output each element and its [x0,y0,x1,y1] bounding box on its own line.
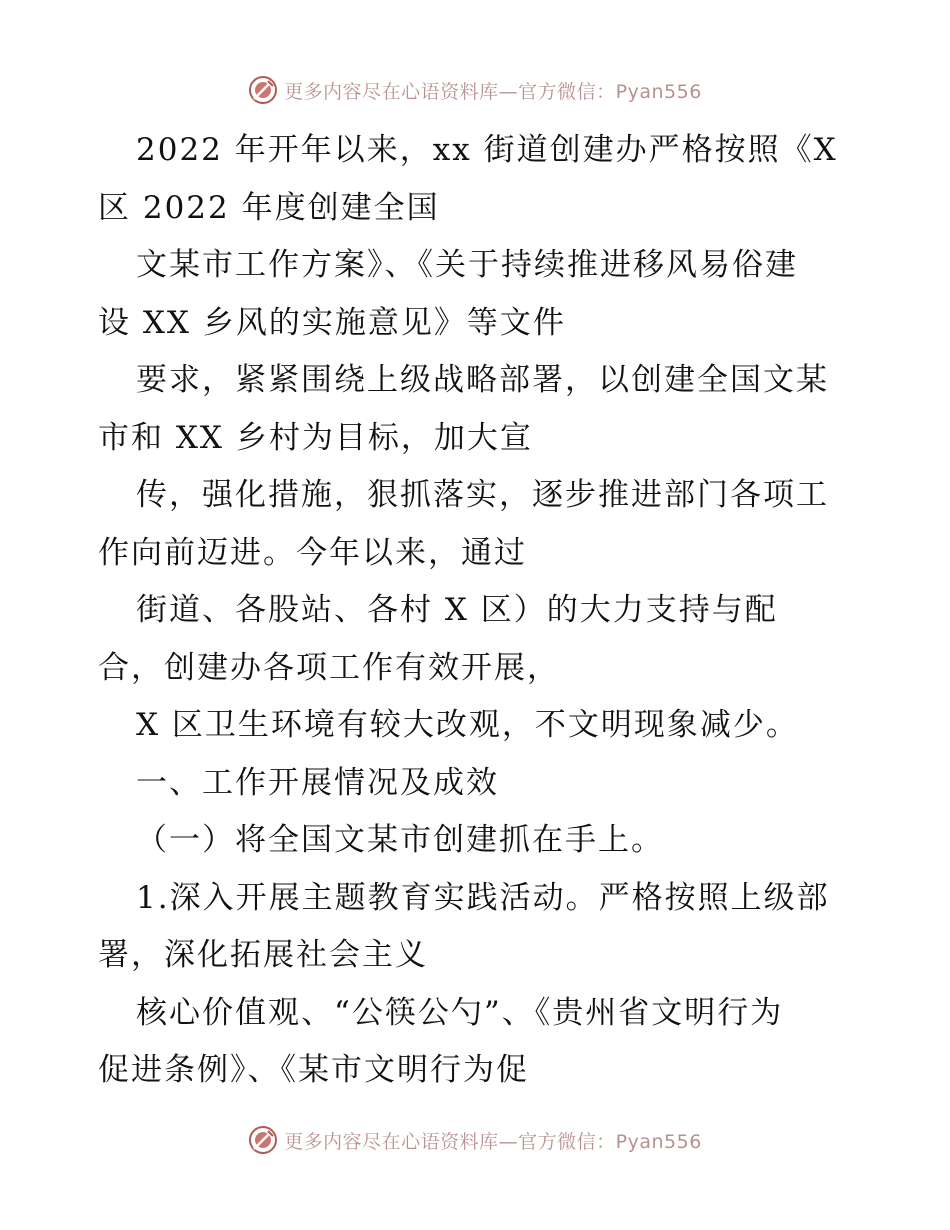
text-line: 一、工作开展情况及成效 [136,764,499,801]
text-line: 街道、各股站、各村 X 区）的大力支持与配 [136,592,778,628]
watermark-text: 更多内容尽在心语资料库—官方微信：Pyan556 [284,80,702,103]
text-line: 传，强化措施，狠抓落实，逐步推进部门各项工 [136,477,829,513]
text-line: 核心价值观、“公筷公勺”、《贵州省文明行为 [136,994,784,1031]
text-line: 促进条例》、《某市文明行为促 [98,1052,529,1088]
document-body [98,122,858,1100]
text-line: X 区卫生环境有较大改观，不文明现象减少。 [136,707,799,743]
text-line: 设 XX 乡风的实施意见》等文件 [98,304,566,341]
text-line: 2022 年开年以来，xx 街道创建办严格按照《X [136,132,838,168]
logo-icon [248,1125,278,1155]
logo-icon [248,75,278,105]
text-line: 要求，紧紧围绕上级战略部署，以创建全国文某 [136,362,829,398]
watermark-text: 更多内容尽在心语资料库—官方微信：Pyan556 [284,1130,702,1153]
text-line: 署，深化拓展社会主义 [98,937,428,973]
text-line: 市和 XX 乡村为目标，加大宣 [98,419,533,456]
footer-watermark [0,1122,950,1158]
text-line: （一）将全国文某市创建抓在手上。 [136,822,664,858]
text-line: 作向前迈进。今年以来，通过 [98,534,527,571]
text-line: 文某市工作方案》、《关于持续推进移风易俗建 [136,247,798,283]
text-line: 合，创建办各项工作有效开展， [98,649,560,686]
text-line: 1.深入开展主题教育实践活动。严格按照上级部 [136,879,830,916]
header-watermark [0,72,950,108]
text-line: 区 2022 年度创建全国 [98,189,440,226]
